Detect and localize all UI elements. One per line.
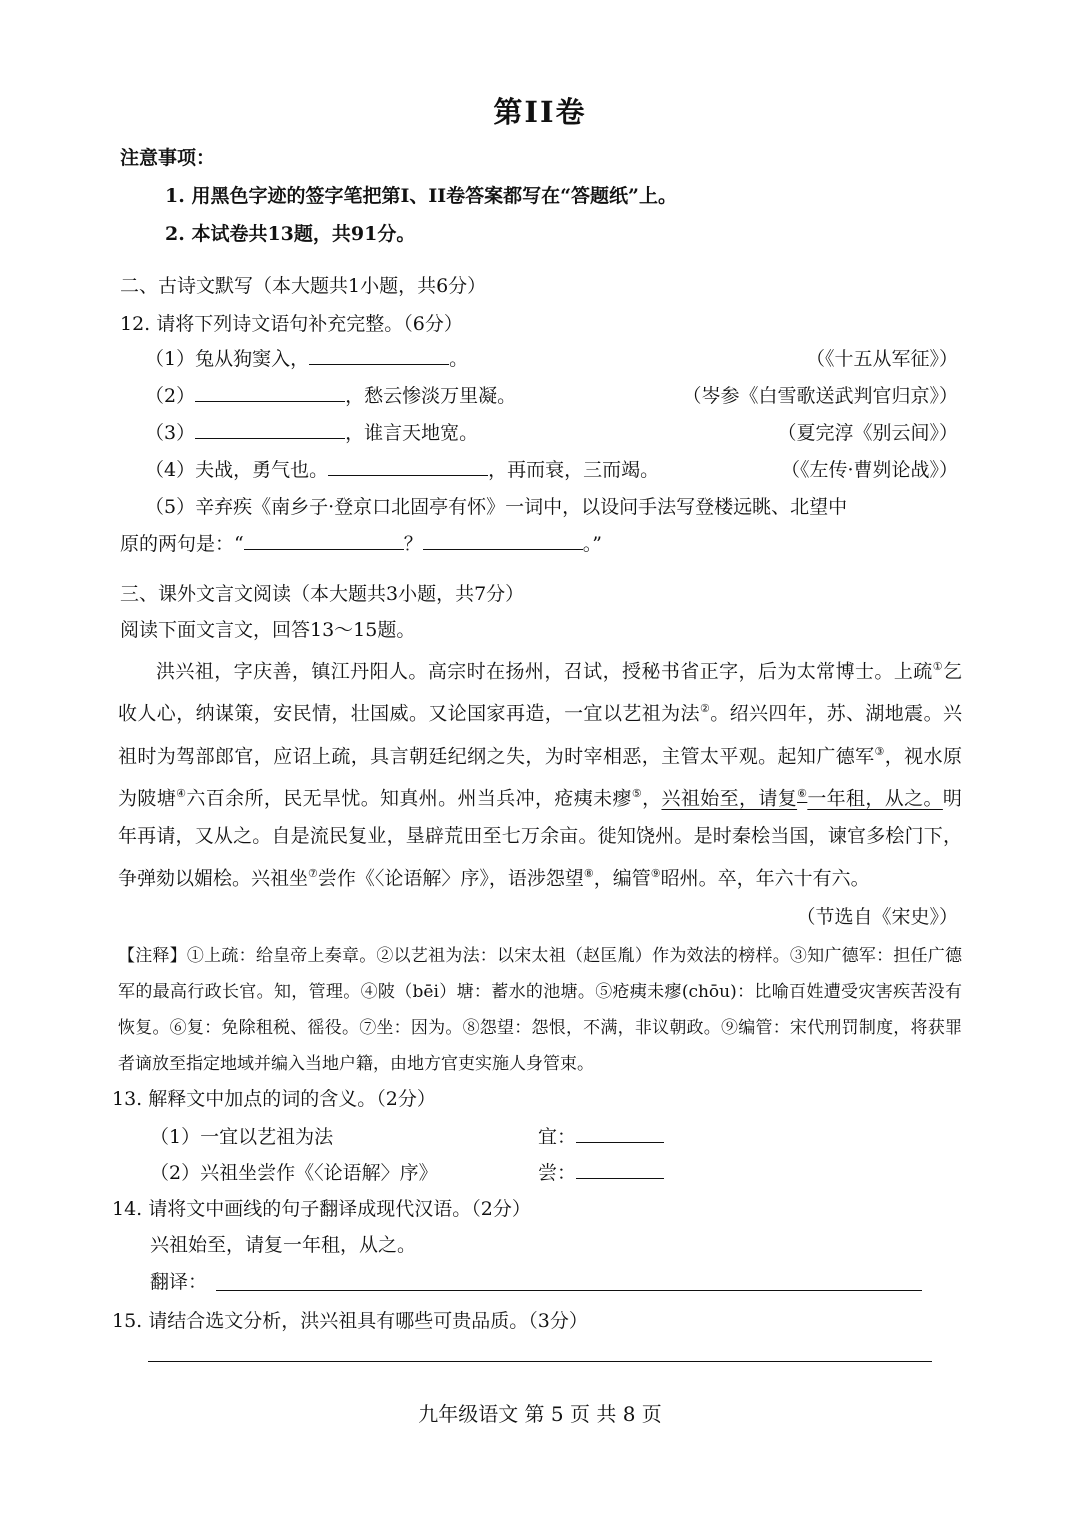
- page-title: 第II卷: [493, 95, 587, 129]
- item-before: 兔从狗窦入，: [195, 348, 310, 370]
- annotations: 【注释】①上疏：给皇帝上奏章。②以艺祖为法：以宋太祖（赵匡胤）作为效法的榜样。③知广德军：担任广德军的最高行政长官。知，管理。④陂（bēi）塘：蓄水的池塘。⑤疮痍未瘳(chōu)：比喻百姓遭受灾害疾苦没有恢复。⑥复：免除租税、徭役。⑦坐：因为。⑧怨望：怨恨，不满，非议朝政。⑨编管：宋代刑罚制度，将获罪者谪放至指定地域并编入当地户籍，由地方官吏实施人身管束。: [118, 946, 962, 1074]
- q13-stem: 13. 解释文中加点的词的含义。（2分）: [112, 1088, 436, 1110]
- answer-blank[interactable]: [244, 548, 404, 550]
- section3-heading: 三、课外文言文阅读（本大题共3小题，共7分）: [120, 583, 525, 605]
- translation-answer-line[interactable]: [216, 1289, 922, 1291]
- passage-source: （节选自《宋史》）: [796, 906, 958, 928]
- notice-heading: 注意事项：: [120, 147, 216, 169]
- q12-item-4-source: （《左传·曹刿论战》）: [780, 459, 958, 481]
- q13-item-1-answer: 宜：: [538, 1122, 664, 1149]
- q13-item-2-answer: 尝：: [538, 1158, 664, 1185]
- q15-answer-line[interactable]: [148, 1360, 932, 1362]
- answer-blank[interactable]: [576, 1177, 664, 1179]
- answer-blank[interactable]: [423, 548, 583, 550]
- item-start: 原的两句是：“: [120, 533, 244, 555]
- underlined-sentence: 兴祖始至，请复: [661, 787, 798, 810]
- q12-item-5-line1: （5）辛弃疾《南乡子·登京口北固亭有怀》一词中，以设问手法写登楼远眺、北望中: [145, 496, 848, 518]
- item-end: 。”: [582, 533, 602, 555]
- item-num: （1）: [145, 348, 196, 370]
- notice-item-2: 2. 本试卷共13题，共91分。: [165, 223, 416, 245]
- item-num: （2）: [145, 385, 196, 407]
- q12-stem: 12. 请将下列诗文语句补充完整。（6分）: [120, 313, 463, 335]
- q14-sentence: 兴祖始至，请复一年租，从之。: [150, 1234, 417, 1256]
- item-after: 。: [449, 348, 469, 370]
- q14-translation-label: 翻译：: [150, 1271, 208, 1293]
- item-after: ，谁言天地宽。: [345, 422, 479, 444]
- item-num: （4）: [145, 459, 196, 481]
- section3-intro: 阅读下面文言文，回答13～15题。: [120, 619, 416, 641]
- section2-heading: 二、古诗文默写（本大题共1小题，共6分）: [120, 275, 487, 297]
- item-after: ，再而衰，三而竭。: [488, 459, 660, 481]
- answer-blank[interactable]: [576, 1141, 664, 1143]
- q14-stem: 14. 请将文中画线的句子翻译成现代汉语。（2分）: [112, 1198, 531, 1220]
- page-footer: 九年级语文 第 5 页 共 8 页: [418, 1402, 662, 1426]
- answer-blank[interactable]: [195, 437, 345, 439]
- item-after: ，愁云惨淡万里凝。: [345, 385, 517, 407]
- q12-item-1: [145, 344, 468, 371]
- answer-blank[interactable]: [195, 400, 345, 402]
- q12-item-3-source: （夏完淳《别云间》）: [777, 422, 958, 444]
- q12-item-2: [145, 381, 516, 408]
- underlined-sentence-end: 一年租，从之。: [807, 787, 943, 810]
- q12-item-5-line2: [120, 529, 602, 556]
- notice-item-1: 1. 用黑色字迹的签字笔把第I、II卷答案都写在“答题纸”上。: [165, 185, 677, 207]
- q12-item-2-source: （岑参《白雪歌送武判官归京》）: [682, 385, 958, 407]
- classical-passage: 洪兴祖，字庆善，镇江丹阳人。高宗时在扬州，召试，授秘书省正字，后为太常博士。上疏①乞收人心，纳谋策，安民情，壮国威。又论国家再造，一宜以艺祖为法②。绍兴四年，苏、湖地震。兴祖时为驾部郎官，应诏上疏，具言朝廷纪纲之失，为时宰相恶，主管太平观。起知广德军③，视水原为陂塘④六百余所，民无旱忧。知真州。州当兵冲，疮痍未瘳⑤，兴祖始至，请复⑥一年租，从之。明年再请，又从之。自是流民复业，垦辟荒田至七万余亩。徙知饶州。是时秦桧当国，谏官多桧门下，争弹劾以媚桧。兴祖坐⑦尝作《〈论语解〉序》，语涉怨望⑧，编管⑨昭州。卒，年六十有六。: [118, 660, 962, 890]
- q12-item-1-source: （《十五从军征》）: [805, 348, 958, 370]
- answer-blank[interactable]: [328, 474, 488, 476]
- item-num: （3）: [145, 422, 196, 444]
- q13-item-2: （2）兴祖坐尝作《〈论语解〉序》: [150, 1162, 438, 1184]
- q15-stem: 15. 请结合选文分析，洪兴祖具有哪些可贵品质。（3分）: [112, 1310, 588, 1332]
- item-mid: ？: [403, 533, 423, 555]
- q12-item-4: [145, 455, 659, 482]
- answer-blank[interactable]: [309, 363, 449, 365]
- q13-item-1: （1）一宜以艺祖为法: [150, 1126, 334, 1148]
- q12-item-3: [145, 418, 478, 445]
- item-before: 夫战，勇气也。: [195, 459, 329, 481]
